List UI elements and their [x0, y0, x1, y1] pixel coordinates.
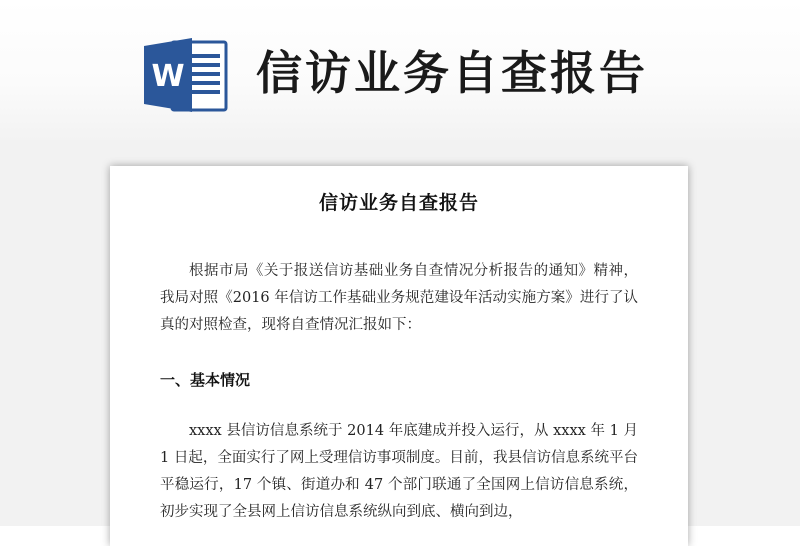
- banner: [0, 0, 800, 140]
- word-icon-letter: W: [151, 59, 185, 94]
- document-title: 信访业务自查报告: [318, 192, 479, 214]
- section-paragraph: xxxx 县信访信息系统于 2014 年底建成并投入运行，从 xxxx 年 1 月 1 日起，全面实行了网上受理信访事项制度。目前，我县信访信息系统平台平稳运行，17 个镇、街道办和 47 个部门联通了全国网上信访信息系统，初步实现了全县网上信访信息系统纵向到底、横向到边，: [160, 423, 638, 520]
- intro-paragraph: 根据市局《关于报送信访基础业务自查情况分析报告的通知》精神，我局对照《2016 年信访工作基础业务规范建设年活动实施方案》进行了认真的对照检查，现将自查情况汇报如下：: [160, 263, 638, 333]
- banner-title: 信访业务自查报告: [256, 46, 648, 100]
- section-heading: 一、基本情况: [160, 371, 251, 389]
- word-icon: [142, 34, 230, 116]
- document-page: [110, 166, 688, 546]
